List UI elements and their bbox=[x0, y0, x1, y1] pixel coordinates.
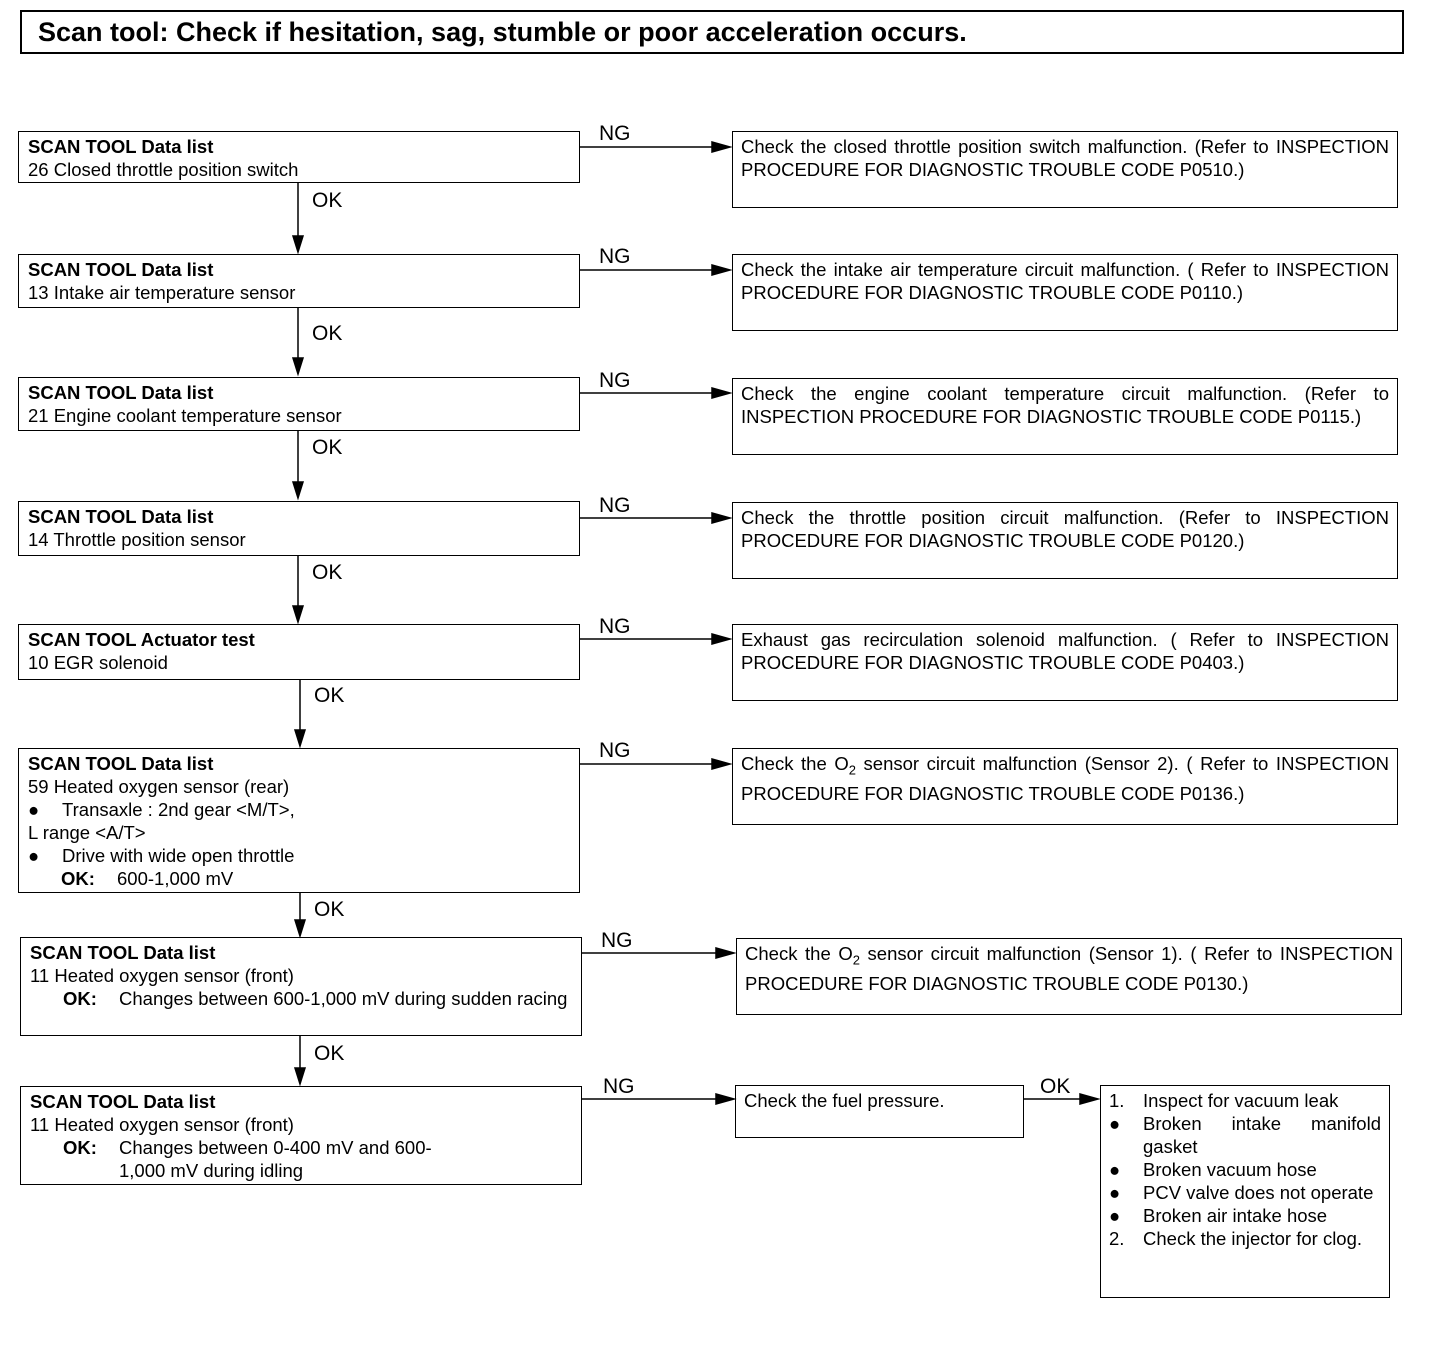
page-title: Scan tool: Check if hesitation, sag, stumble or poor acceleration occurs. bbox=[20, 10, 1404, 54]
check-step-5 bbox=[18, 624, 580, 680]
step-item: 10 EGR solenoid bbox=[28, 652, 168, 673]
ng-label-3: NG bbox=[599, 369, 631, 392]
ok-label-7: OK bbox=[314, 1042, 345, 1065]
ng-label-7: NG bbox=[601, 929, 633, 952]
ng-label-1: NG bbox=[599, 122, 631, 145]
step-item: 26 Closed throttle position switch bbox=[28, 159, 299, 180]
result-box-7: Check the $O_2$ sensor circuit malfunction (Sensor 1). ( Refer to INSPECTION PROCEDURE FOR DIAGNOSTIC TROUBLE CODE P0130.) bbox=[736, 938, 1402, 1015]
step-bullet: ● Drive with wide open throttle bbox=[28, 845, 295, 866]
result-box-1: Check the closed throttle position switch malfunction. (Refer to INSPECTION PROCEDURE FOR DIAGNOSTIC TROUBLE CODE P0510.) bbox=[732, 131, 1398, 208]
list-item: ● Broken air intake hose bbox=[1109, 1205, 1328, 1226]
ok-label-4: OK bbox=[312, 561, 343, 584]
ok-label-6: OK bbox=[314, 898, 345, 921]
ok-label-1: OK bbox=[312, 189, 343, 212]
check-step-7 bbox=[20, 937, 582, 1036]
list-item: 2. Check the injector for clog. bbox=[1109, 1228, 1363, 1249]
result-box-4: Check the throttle position circuit malfunction. (Refer to INSPECTION PROCEDURE FOR DIAGNOSTIC TROUBLE CODE P0120.) bbox=[732, 502, 1398, 579]
step-bullet: ● Transaxle : 2nd gear <M/T>, bbox=[28, 799, 295, 820]
check-step-2 bbox=[18, 254, 580, 308]
check-step-3 bbox=[18, 377, 580, 431]
step-header: SCAN TOOL Data list bbox=[28, 259, 214, 280]
step-item: 59 Heated oxygen sensor (rear) bbox=[28, 776, 290, 797]
ok-label-5: OK bbox=[314, 684, 345, 707]
list-item: 1. Inspect for vacuum leak bbox=[1109, 1090, 1339, 1111]
check-step-8 bbox=[20, 1086, 582, 1185]
list-item: ● Broken vacuum hose bbox=[1109, 1159, 1317, 1180]
step-ok-criteria: OK: Changes between 600-1,000 mV during sudden racing bbox=[63, 988, 568, 1009]
result-box-3: Check the engine coolant temperature circuit malfunction. (Refer to INSPECTION PROCEDURE FOR DIAGNOSTIC TROUBLE CODE P0115.) bbox=[732, 378, 1398, 455]
step-item: 21 Engine coolant temperature sensor bbox=[28, 405, 342, 426]
step-ok-criteria: OK: 600-1,000 mV bbox=[61, 868, 234, 889]
step-header: SCAN TOOL Data list bbox=[28, 136, 214, 157]
step-header: SCAN TOOL Actuator test bbox=[28, 629, 255, 650]
step-header: SCAN TOOL Data list bbox=[28, 506, 214, 527]
step-header: SCAN TOOL Data list bbox=[28, 382, 214, 403]
step-header: SCAN TOOL Data list bbox=[28, 753, 214, 774]
check-step-1 bbox=[18, 131, 580, 183]
result-box-8: Check the fuel pressure. bbox=[735, 1085, 1024, 1138]
ng-label-6: NG bbox=[599, 739, 631, 762]
step-item: 13 Intake air temperature sensor bbox=[28, 282, 296, 303]
ng-label-4: NG bbox=[599, 494, 631, 517]
ok-label-3: OK bbox=[312, 436, 343, 459]
ng-label-8: NG bbox=[603, 1075, 635, 1098]
ng-label-2: NG bbox=[599, 245, 631, 268]
step-bullet-continuation: L range <A/T> bbox=[28, 822, 146, 843]
ok-label-8: OK bbox=[1040, 1075, 1071, 1098]
list-item: ● PCV valve does not operate bbox=[1109, 1182, 1374, 1203]
step-ok-criteria: OK: Changes between 0-400 mV and 600-1,000 mV during idling bbox=[63, 1137, 432, 1181]
result-box-5: Exhaust gas recirculation solenoid malfunction. ( Refer to INSPECTION PROCEDURE FOR DIAGNOSTIC TROUBLE CODE P0403.) bbox=[732, 624, 1398, 701]
step-header: SCAN TOOL Data list bbox=[30, 942, 216, 963]
result-box-2: Check the intake air temperature circuit malfunction. ( Refer to INSPECTION PROCEDURE FOR DIAGNOSTIC TROUBLE CODE P0110.) bbox=[732, 254, 1398, 331]
ok-label-2: OK bbox=[312, 322, 343, 345]
step-item: 11 Heated oxygen sensor (front) bbox=[30, 1114, 294, 1135]
final-actions-box bbox=[1100, 1085, 1390, 1298]
ng-label-5: NG bbox=[599, 615, 631, 638]
list-item: ● Broken intake manifold gasket bbox=[1109, 1113, 1381, 1157]
check-step-4 bbox=[18, 501, 580, 556]
check-step-6 bbox=[18, 748, 580, 893]
step-item: 14 Throttle position sensor bbox=[28, 529, 246, 550]
step-item: 11 Heated oxygen sensor (front) bbox=[30, 965, 294, 986]
result-box-6: Check the $O_2$ sensor circuit malfunction (Sensor 2). ( Refer to INSPECTION PROCEDURE FOR DIAGNOSTIC TROUBLE CODE P0136.) bbox=[732, 748, 1398, 825]
step-header: SCAN TOOL Data list bbox=[30, 1091, 216, 1112]
